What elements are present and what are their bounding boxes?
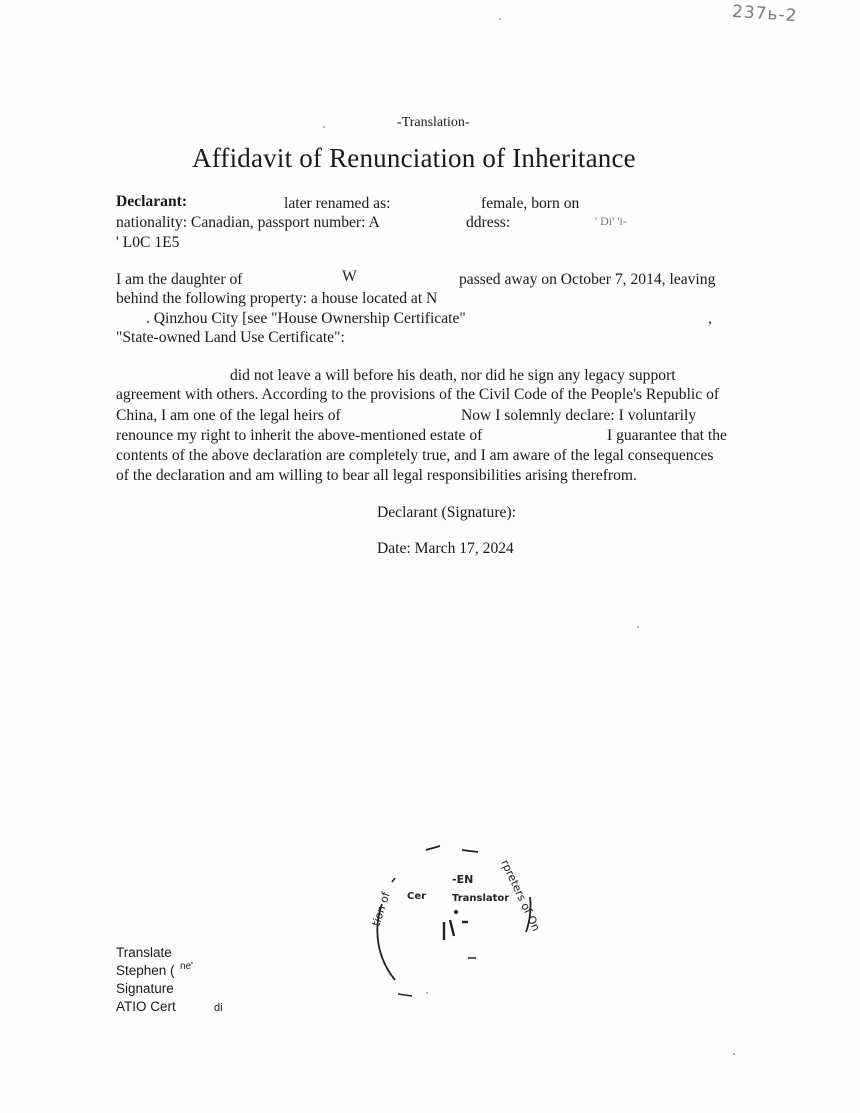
- para2-line3-start: China, I am one of the legal heirs of: [116, 407, 341, 424]
- scan-speck: [733, 1053, 735, 1055]
- document-title: Affidavit of Renunciation of Inheritance: [192, 143, 636, 173]
- declarant-partial-line: ' L0C 1E5: [116, 234, 180, 251]
- para1-line3-comma: ,: [708, 310, 712, 327]
- translator-signature: Signature: [116, 981, 174, 996]
- declarant-address-tail: ' Di' 'i-: [595, 214, 627, 228]
- para2-line2: agreement with others. According to the provisions of the Civil Code of the People's Republic of: [116, 386, 720, 403]
- seal-arc-right: rpreters of On: [498, 857, 543, 934]
- translator-seal: [360, 832, 550, 1012]
- para1-line1-name: W: [342, 268, 357, 285]
- translation-tag: -Translation-: [397, 115, 470, 130]
- para1-line2: behind the following property: a house located at N: [116, 290, 438, 307]
- para2-line6: of the declaration and am willing to bear all legal responsibilities arising therefrom.: [116, 467, 637, 484]
- translator-line1: Translate: [116, 945, 172, 960]
- seal-left-text: Cer: [407, 891, 427, 902]
- para2-line1: did not leave a will before his death, nor did he sign any legacy support: [230, 367, 676, 384]
- translator-name-tail: ne': [180, 961, 194, 972]
- scan-speck: [637, 626, 639, 628]
- declarant-label: Declarant:: [116, 193, 188, 210]
- declarant-address: ddress:: [466, 214, 511, 231]
- para1-line1-start: I am the daughter of: [116, 271, 243, 288]
- scan-speck: [323, 126, 325, 128]
- declarant-signature-label: Declarant (Signature):: [377, 504, 516, 521]
- para2-line3-end: Now I solemnly declare: I voluntarily: [461, 407, 697, 424]
- para1-line1-end: passed away on October 7, 2014, leaving: [459, 271, 716, 288]
- seal-emblem: [444, 910, 468, 940]
- declarant-born: female, born on: [481, 195, 580, 212]
- translator-cert-tail: di: [214, 1002, 223, 1014]
- declarant-renamed: later renamed as:: [284, 195, 391, 212]
- handwritten-note: 237ь-2: [731, 1, 799, 27]
- para2-line4-start: renounce my right to inherit the above-mentioned estate of: [116, 427, 483, 444]
- para1-line4: "State-owned Land Use Certificate":: [116, 329, 345, 346]
- para2-line5: contents of the above declaration are completely true, and I am aware of the legal consequences: [116, 447, 714, 464]
- translator-name: Stephen (: [116, 963, 175, 978]
- declaration-date: Date: March 17, 2024: [377, 540, 514, 557]
- translator-cert: ATIO Cert: [116, 999, 176, 1014]
- scan-speck: [499, 18, 501, 20]
- seal-top-code: -EN: [452, 873, 474, 886]
- seal-arc-left: tion of: [369, 890, 393, 928]
- para1-line3: . Qinzhou City [see "House Ownership Certificate": [146, 310, 466, 327]
- para2-line4-end: I guarantee that the: [607, 427, 727, 444]
- seal-right-text: Translator: [452, 893, 510, 904]
- scan-speck: [426, 992, 428, 994]
- declarant-nationality: nationality: Canadian, passport number: A: [116, 214, 380, 231]
